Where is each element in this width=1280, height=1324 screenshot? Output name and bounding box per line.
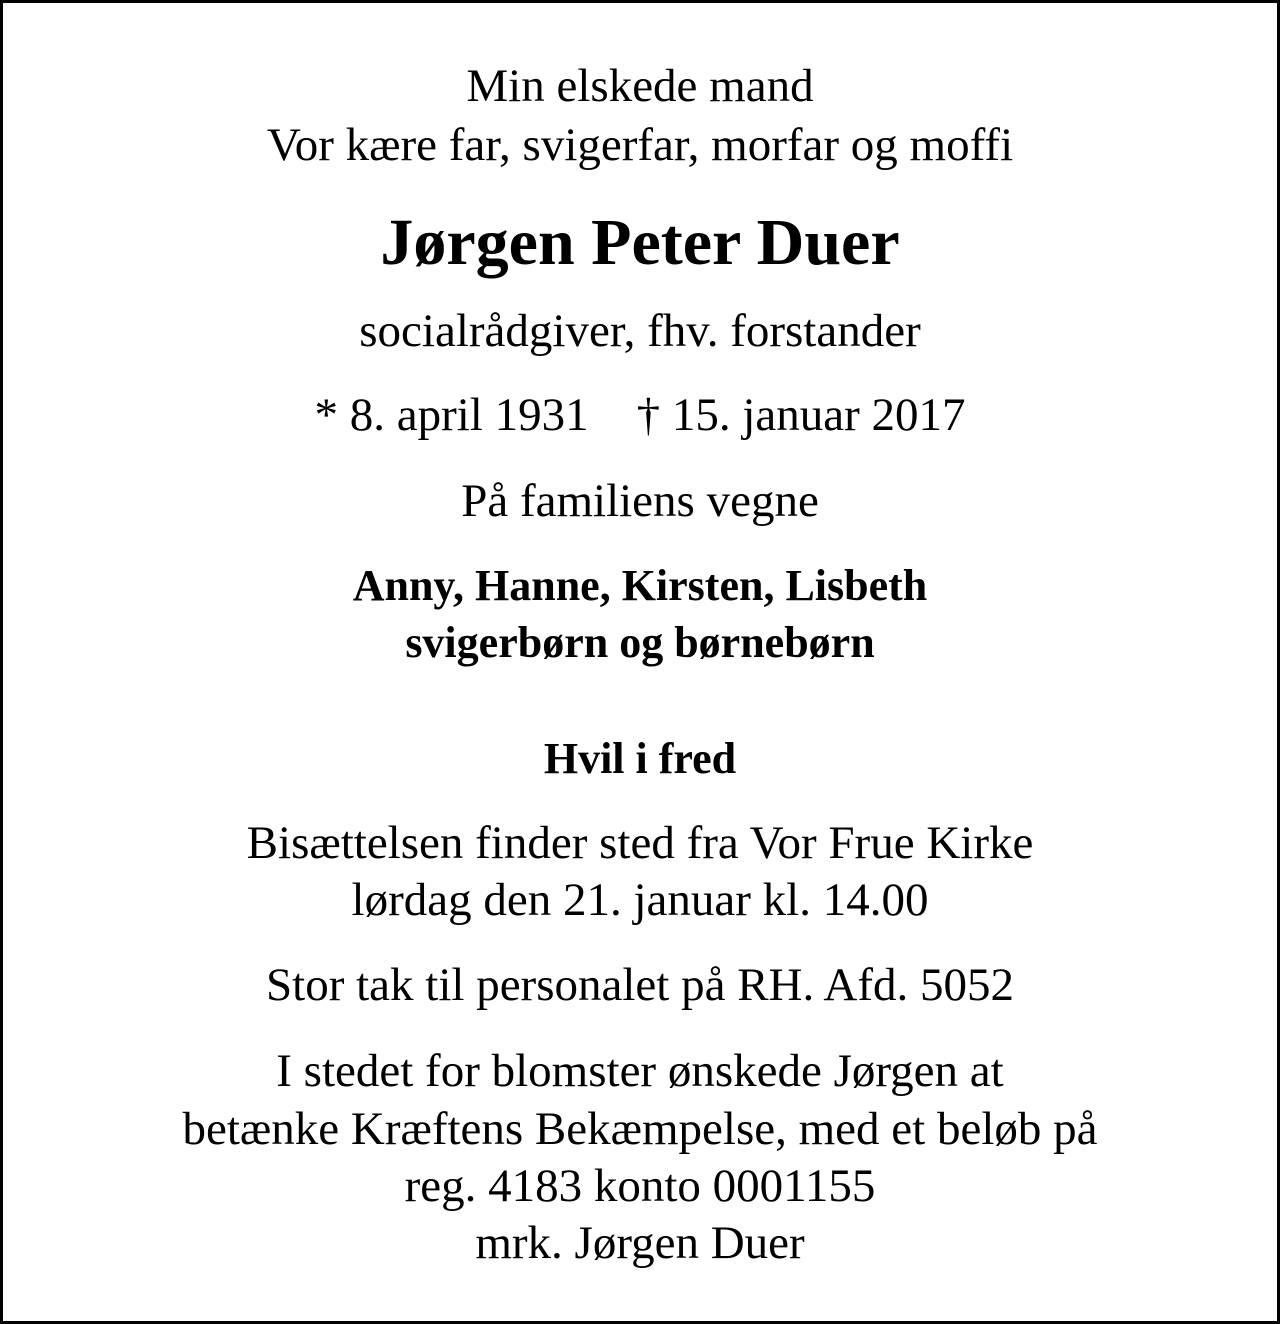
donation-line-2: betænke Kræftens Bekæmpelse, med et beløb på: [182, 1103, 1098, 1155]
life-dates: [3, 387, 1277, 444]
thanks-text: Stor tak til personalet på RH. Afd. 5052: [266, 959, 1014, 1011]
birth-date: * 8. april 1931: [314, 389, 589, 441]
funeral-line-2: lørdag den 21. januar kl. 14.00: [351, 874, 929, 926]
intro-line-2: Vor kære far, svigerfar, morfar og moffi: [266, 119, 1014, 171]
family-names-line-1: Anny, Hanne, Kirsten, Lisbeth: [352, 561, 928, 610]
farewell-text: Hvil i fred: [543, 734, 737, 783]
donation-line-4: mrk. Jørgen Duer: [475, 1217, 805, 1269]
family-names-line-2: svigerbørn og børnebørn: [405, 618, 875, 667]
funeral-line-1: Bisættelsen finder sted fra Vor Frue Kirke: [246, 817, 1034, 869]
deceased-name: Jørgen Peter Duer: [380, 206, 900, 279]
death-date: † 15. januar 2017: [636, 389, 966, 441]
donation-line-3: reg. 4183 konto 0001155: [404, 1160, 876, 1212]
intro-line-1: Min elskede mand: [466, 60, 814, 112]
family-intro: På familiens vegne: [461, 475, 819, 527]
deceased-title: socialrådgiver, fhv. forstander: [359, 305, 921, 357]
donation-line-1: I stedet for blomster ønskede Jørgen at: [276, 1045, 1004, 1097]
